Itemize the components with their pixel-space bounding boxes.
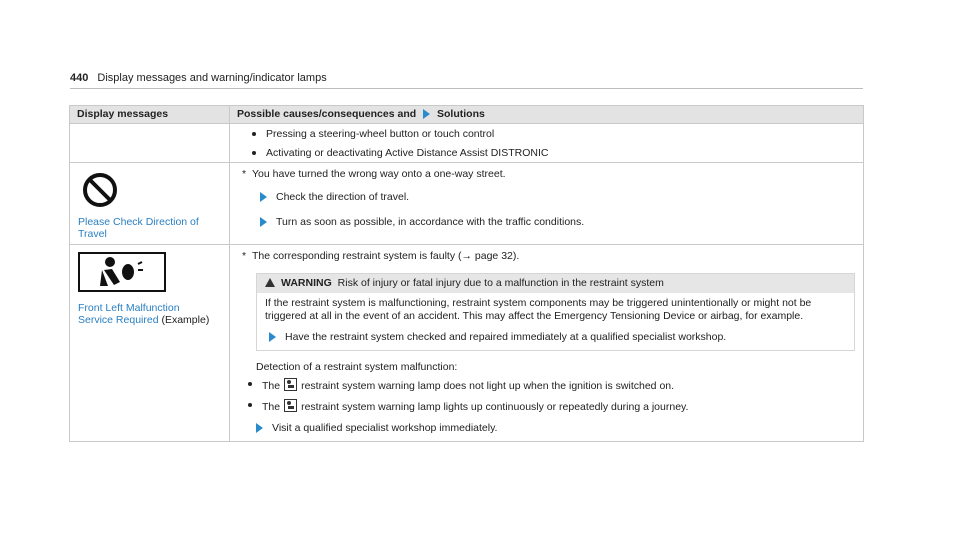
airbag-icon (78, 252, 166, 292)
row1-message-cell (70, 124, 230, 163)
page-header-title: Display messages and warning/indicator lamps (97, 72, 327, 84)
list-item (246, 399, 855, 414)
row2-step-text: Turn as soon as possible, in accordance with the traffic conditions. (276, 216, 585, 228)
row3-cause-text: The corresponding restraint system is faulty (→ page 32). (252, 250, 520, 262)
list-item: Pressing a steering-wheel button or touch control (250, 128, 855, 141)
warning-title-text: Risk of injury or fatal injury due to a malfunction in the restraint system (337, 277, 664, 289)
row1-bullet-list (238, 128, 855, 160)
row3-label-line1: Front Left Malfunction (78, 302, 180, 314)
no-entry-icon (78, 170, 118, 210)
warning-triangle-icon (265, 278, 275, 287)
row3-message-cell (70, 245, 230, 442)
row3-message-label (78, 302, 221, 326)
col-header-display-messages: Display messages (70, 106, 230, 124)
play-arrow-icon (260, 192, 267, 202)
row3-final-step (256, 422, 855, 435)
row3-label-line2: Service Required (78, 314, 159, 326)
page-number: 440 (70, 72, 89, 84)
detection-suffix: restraint system warning lamp lights up continuously or repeatedly during a journey. (301, 401, 689, 413)
page-header (70, 72, 327, 84)
row3-cause: * The corresponding restraint system is faulty (→ page 32). (242, 250, 520, 262)
row2-label-line2: Travel (78, 228, 107, 240)
row2-cause-text: You have turned the wrong way onto a one-way street. (252, 168, 506, 180)
play-arrow-icon (269, 332, 276, 342)
warning-step-text: Have the restraint system checked and repaired immediately at a qualified specialist workshop. (285, 331, 727, 343)
detection-title: Detection of a restraint system malfunction: (256, 361, 458, 373)
table-row (70, 124, 864, 163)
warning-header (257, 274, 854, 293)
list-item (246, 378, 855, 393)
play-arrow-icon (260, 217, 267, 227)
table-row (70, 245, 864, 442)
row3-label-suffix: (Example) (161, 314, 210, 326)
row2-step (260, 216, 855, 229)
table-header-row (70, 106, 864, 124)
row2-cause: * You have turned the wrong way onto a one-way street. (242, 168, 506, 180)
row2-label-line1: Please Check Direction of (78, 216, 199, 228)
warning-title: WARNING (281, 277, 332, 289)
row3-cause-cell (230, 245, 864, 442)
detection-prefix: The (262, 380, 281, 392)
play-arrow-icon (256, 423, 263, 433)
header-divider (70, 88, 863, 89)
detection-suffix: restraint system warning lamp does not light up when the ignition is switched on. (301, 380, 675, 392)
row2-cause-cell (230, 163, 864, 245)
row1-cause-cell (230, 124, 864, 163)
row2-message-cell (70, 163, 230, 245)
col-header-causes-text: Possible causes/consequences and (237, 108, 417, 120)
display-messages-table (69, 105, 864, 442)
row3-final-step-text: Visit a qualified specialist workshop immediately. (272, 422, 498, 434)
airbag-icon (284, 399, 297, 412)
col-header-causes (230, 106, 864, 124)
warning-body-text: If the restraint system is malfunctioning, restraint system components may be triggered unintentionally or might not be triggered at all in the event of an accident. This may affect the Emergency Tensioning Device or airbag, for example. (265, 297, 812, 322)
airbag-icon (284, 378, 297, 391)
detection-prefix: The (262, 401, 281, 413)
row2-message-label (78, 216, 221, 240)
warning-box (256, 273, 855, 351)
list-item: Activating or deactivating Active Distance Assist DISTRONIC (250, 147, 855, 160)
table-row (70, 163, 864, 245)
play-arrow-icon (423, 109, 430, 119)
row2-step (260, 191, 855, 204)
row2-step-text: Check the direction of travel. (276, 191, 410, 203)
warning-body (257, 293, 854, 350)
warning-step (269, 331, 846, 344)
detection-bullet-list (238, 378, 855, 414)
col-header-solutions-text: Solutions (437, 108, 485, 120)
